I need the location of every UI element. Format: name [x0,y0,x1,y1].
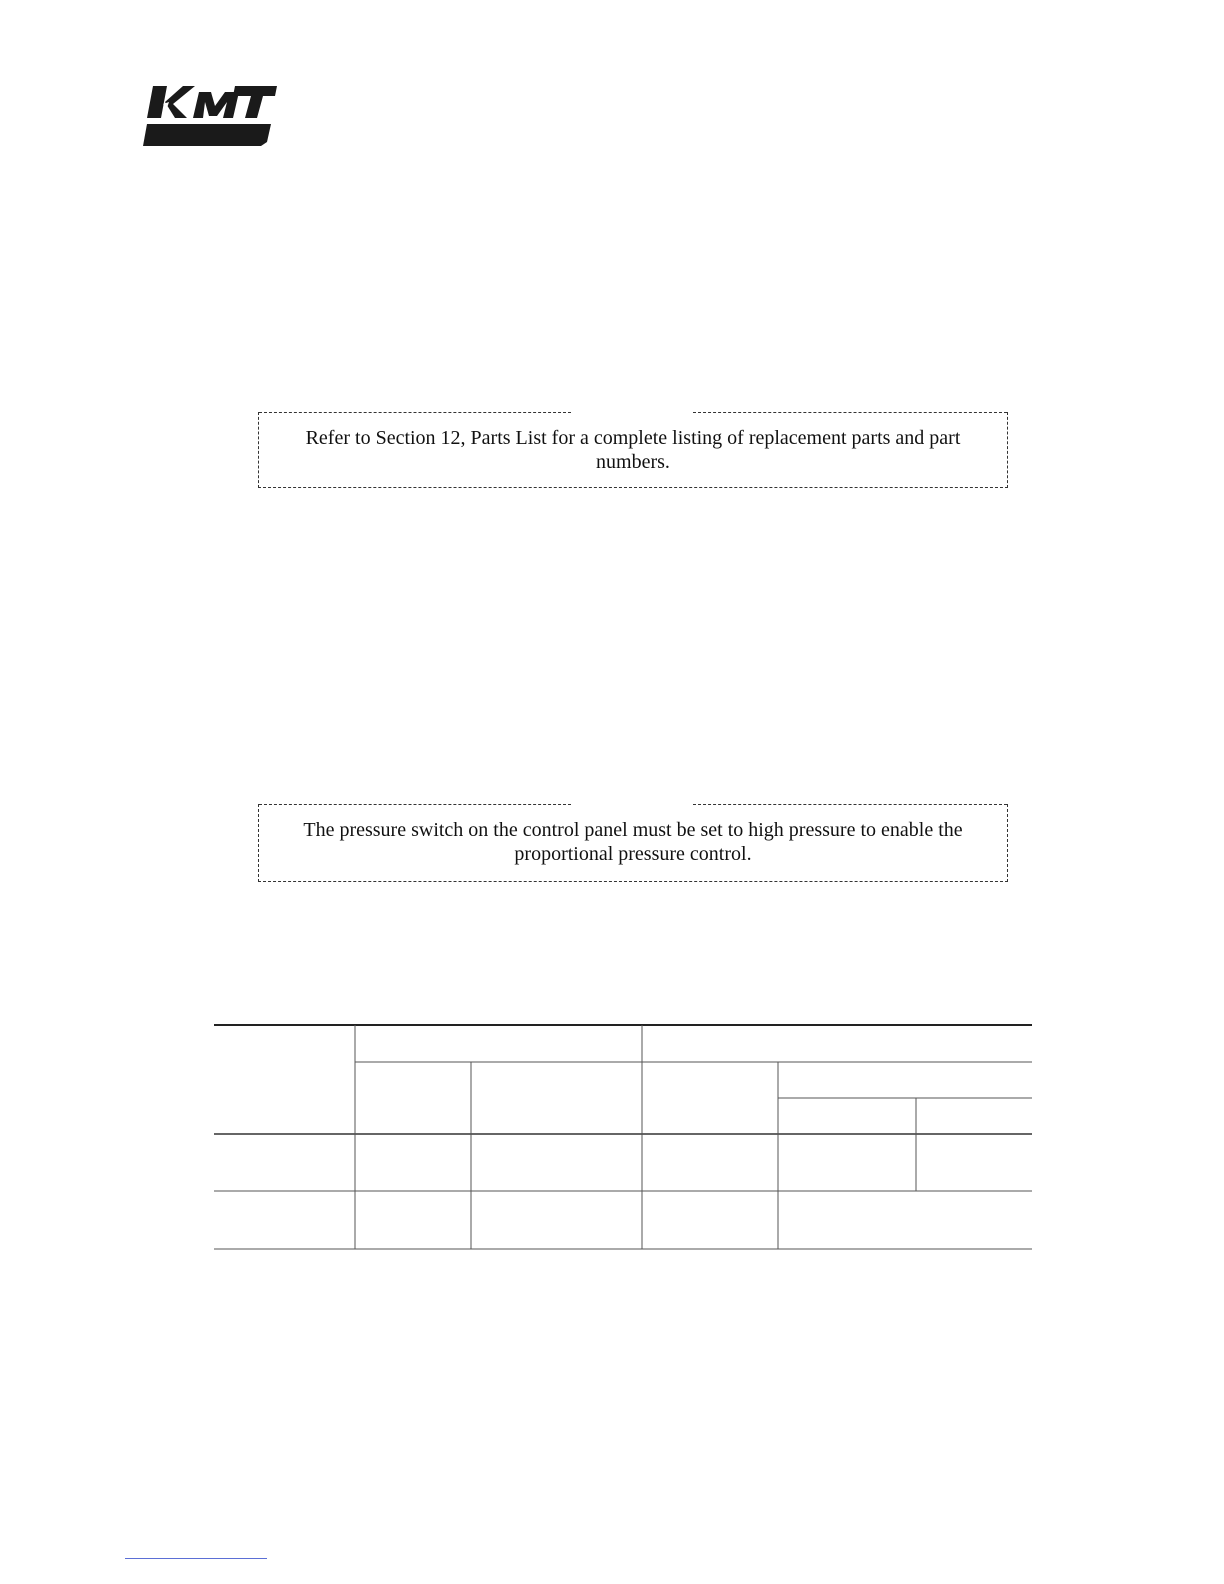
note-top-rule-left [259,804,571,805]
note-box-parts-reference [258,412,1008,488]
note-top-rule-right [693,412,1007,413]
note-top-rule-left [259,412,571,413]
specification-table [214,1024,1032,1250]
note-text: The pressure switch on the control panel must be set to high pressure to enable the proportional pressure control. [303,819,963,865]
kmt-logo-mark [143,84,279,148]
footer-link-rule [125,1558,267,1559]
kmt-logo [143,84,279,148]
note-text: Refer to Section 12, Parts List for a complete listing of replacement parts and part numbers. [305,427,961,473]
table-grid [214,1024,1032,1250]
note-top-rule-right [693,804,1007,805]
note-box-pressure-switch [258,804,1008,882]
